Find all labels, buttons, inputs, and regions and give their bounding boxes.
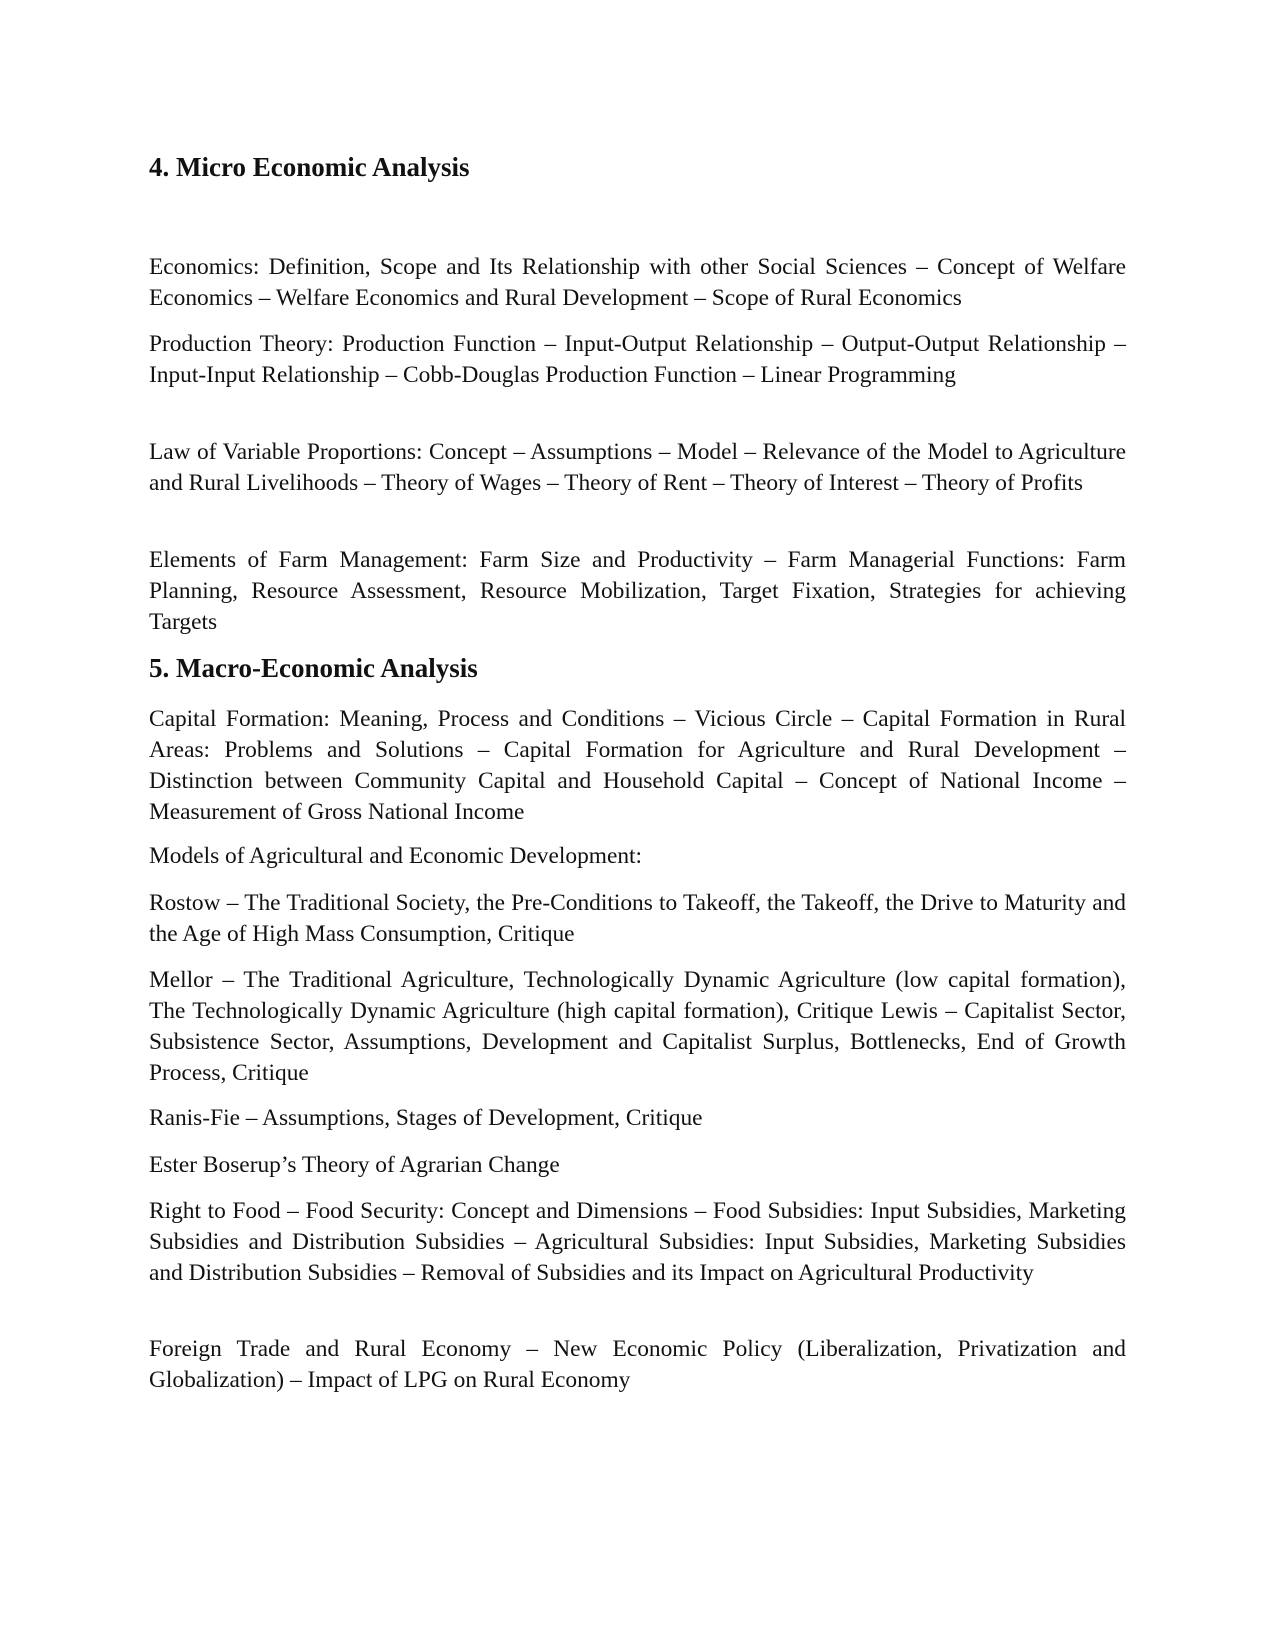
paragraph-foreign-trade: Foreign Trade and Rural Economy – New Economic Policy (Liberalization, Privatization and Globalization) – Impact of LPG on Rural Economy	[149, 1336, 1126, 1393]
paragraph-economics-definition: Economics: Definition, Scope and Its Relationship with other Social Sciences – Concept of Welfare Economics – Welfare Economics and Rural Development – Scope of Rural Economics	[149, 254, 1126, 311]
paragraph-production-theory: Production Theory: Production Function – Input-Output Relationship – Output-Output Relationship – Input-Input Relationship – Cobb-Douglas Production Function – Linear Programming	[149, 331, 1126, 388]
paragraph-mellor-lewis: Mellor – The Traditional Agriculture, Technologically Dynamic Agriculture (low capital formation), The Technologically Dynamic Agriculture (high capital formation), Critique Lewis – Capitalist Sector, Subsistence Sector, Assumptions, Development and Capitalist Surplus, Bottlenecks, End of Growth Process, Critique	[149, 967, 1126, 1086]
paragraph-ranis-fie: Ranis-Fie – Assumptions, Stages of Development, Critique	[149, 1105, 703, 1131]
paragraph-ester-boserup: Ester Boserup’s Theory of Agrarian Change	[149, 1152, 560, 1178]
paragraph-rostow: Rostow – The Traditional Society, the Pre-Conditions to Takeoff, the Takeoff, the Drive to Maturity and the Age of High Mass Consumption, Critique	[149, 890, 1126, 947]
paragraph-capital-formation: Capital Formation: Meaning, Process and Conditions – Vicious Circle – Capital Formation in Rural Areas: Problems and Solutions – Capital Formation for Agriculture and Rural Development – Distinction between Community Capital and Household Capital – Concept of National Income – Measurement of Gross National Income	[149, 706, 1126, 825]
section-heading-micro-economic-analysis: 4. Micro Economic Analysis	[149, 152, 470, 182]
paragraph-models-of-development: Models of Agricultural and Economic Development:	[149, 843, 643, 869]
paragraph-right-to-food: Right to Food – Food Security: Concept and Dimensions – Food Subsidies: Input Subsidies, Marketing Subsidies and Distribution Subsidies – Agricultural Subsidies: Input Subsidies, Marketing Subsidies and Distribution Subsidies – Removal of Subsidies and its Impact on Agricultural Productivity	[149, 1198, 1126, 1286]
section-heading-macro-economic-analysis: 5. Macro-Economic Analysis	[149, 653, 478, 683]
paragraph-law-of-variable-proportions: Law of Variable Proportions: Concept – Assumptions – Model – Relevance of the Model to Agriculture and Rural Livelihoods – Theory of Wages – Theory of Rent – Theory of Interest – Theory of Profits	[149, 439, 1126, 496]
paragraph-farm-management: Elements of Farm Management: Farm Size and Productivity – Farm Managerial Functions: Farm Planning, Resource Assessment, Resource Mobilization, Target Fixation, Strategies for achieving Targets	[149, 547, 1126, 635]
